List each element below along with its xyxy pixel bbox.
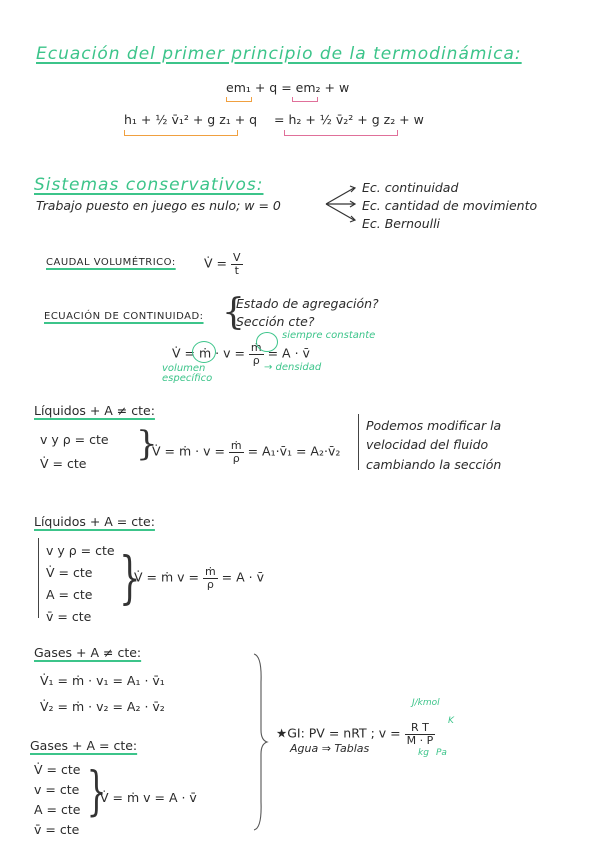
gases-constant-cond1: V̇ = cte: [34, 762, 81, 777]
gases-constant-conditions: [34, 760, 80, 840]
liquids-constant-conditions: [46, 540, 115, 628]
liquids-constant-cond3: A = cte: [46, 586, 93, 602]
continuity-frac-den: ρ: [252, 353, 260, 367]
liquids-constant-frac-num: ṁ: [204, 565, 216, 578]
branch-arrows-icon: [324, 184, 364, 224]
note-line-2: velocidad del fluido: [366, 437, 489, 453]
liquids-varies-cond2: V̇ = cte: [40, 456, 87, 471]
volumetric-flow-den: t: [234, 263, 239, 277]
left-bracket-orange: [124, 130, 238, 136]
em2-underline-pink: [292, 97, 318, 102]
liquids-constant-cond1: v y ρ = cte: [46, 543, 115, 558]
note-line-1: Podemos modificar la: [366, 418, 502, 433]
liquids-area-constant-heading: Líquidos + A = cte:: [34, 514, 155, 529]
gases-varies-eq1: V̇₁ = ṁ · v₁ = A₁ · v̄₁: [40, 673, 165, 688]
note-density: → densidad: [264, 362, 322, 373]
gases-area-constant-heading: Gases + A = cte:: [30, 738, 138, 753]
conservative-systems-heading: Sistemas conservativos:: [34, 175, 264, 195]
ideal-gas-den: M · P: [406, 733, 434, 747]
liquids-constant-formula-b: = A · v̄: [221, 569, 264, 585]
liquids-varies-cond1: v y ρ = cte: [40, 432, 109, 447]
liquids-constant-bar: [38, 538, 39, 618]
liquids-varies-note: [366, 416, 501, 474]
liquids-area-varies-heading: Líquidos + A ≠ cte:: [34, 403, 155, 418]
volumetric-flow-num: V: [232, 251, 241, 264]
energy-equation-line2-right: = h₂ + ½ v̄₂² + g z₂ + w: [274, 112, 424, 127]
liquids-varies-frac-den: ρ: [232, 451, 240, 465]
continuity-brace: {: [222, 292, 245, 333]
constant-mass-circle: [256, 332, 278, 352]
note-line-3: cambiando la sección: [366, 456, 502, 472]
item-continuity: Ec. continuidad: [362, 180, 459, 195]
right-bracket-pink: [284, 130, 398, 136]
null-work-statement: Trabajo puesto en juego es nulo; w = 0: [36, 198, 281, 213]
note-always-constant: siempre constante: [282, 330, 376, 341]
liquids-constant-frac-den: ρ: [206, 577, 214, 591]
continuity-equation-label: ECUACIÓN DE CONTINUIDAD:: [44, 311, 204, 322]
unit-pascal: Pa: [436, 748, 447, 758]
note-specific-volume: volumen específico: [162, 363, 213, 384]
continuity-condition-section: Sección cte?: [236, 314, 315, 329]
ideal-gas-num: R T: [405, 722, 436, 735]
energy-equation-line1: em₁ + q = em₂ + w: [226, 80, 350, 95]
volumetric-flow-formula: [204, 252, 243, 276]
item-bernoulli: Ec. Bernoulli: [362, 216, 441, 231]
volumetric-flow-label: CAUDAL VOLUMÉTRICO:: [46, 257, 176, 268]
unit-kg: kg: [418, 748, 429, 758]
energy-equation-line2-left: h₁ + ½ v̄₁² + g z₁ + q: [124, 112, 258, 127]
water-tables-note: Agua ⇒ Tablas: [290, 742, 370, 755]
ideal-gas-label: ★GI: PV = nRT ; v =: [276, 725, 401, 741]
gases-large-brace: [250, 652, 270, 832]
volumetric-flow-lhs: V̇ =: [204, 255, 227, 271]
gases-constant-brace: }: [86, 762, 107, 822]
liquids-varies-formula-a: V̇ = ṁ · v =: [152, 443, 225, 459]
liquids-constant-cond2: V̇ = cte: [46, 564, 93, 580]
continuity-frac-num: ṁ: [250, 341, 262, 354]
item-momentum: Ec. cantidad de movimiento: [362, 198, 538, 213]
unit-kelvin: K: [448, 716, 454, 726]
specific-volume-circle: [192, 341, 216, 363]
unit-mol: J/kmol: [412, 698, 440, 708]
gases-constant-formula: V̇ = ṁ v = A · v̄: [100, 790, 197, 805]
gases-constant-cond2: v = cte: [34, 782, 80, 797]
continuity-condition-state: Estado de agregación?: [236, 296, 379, 311]
gases-varies-eq2: V̇₂ = ṁ · v₂ = A₂ · v̄₂: [40, 699, 165, 714]
gases-constant-cond4: v̄ = cte: [34, 822, 80, 837]
liquids-constant-cond4: v̄ = cte: [46, 608, 92, 624]
gases-constant-cond3: A = cte: [34, 802, 81, 817]
liquids-constant-formula-a: V̇ = ṁ v =: [134, 569, 199, 585]
em1-underline-orange: [226, 97, 252, 102]
continuity-formula-b: = A · v̄: [267, 345, 310, 361]
page-title: Ecuación del primer principio de la termodinámica:: [36, 44, 522, 64]
liquids-varies-divider: [358, 414, 359, 470]
liquids-varies-brace: }: [136, 424, 158, 464]
gases-area-varies-heading: Gases + A ≠ cte:: [34, 645, 142, 660]
liquids-constant-brace: }: [119, 546, 141, 611]
continuity-formula-a: V̇ = ṁ · v =: [172, 345, 245, 361]
liquids-varies-formula-b: = A₁·v̄₁ = A₂·v̄₂: [247, 443, 341, 459]
liquids-varies-formula: [152, 440, 340, 464]
liquids-varies-frac-num: ṁ: [230, 439, 242, 452]
liquids-constant-formula: [134, 566, 264, 590]
